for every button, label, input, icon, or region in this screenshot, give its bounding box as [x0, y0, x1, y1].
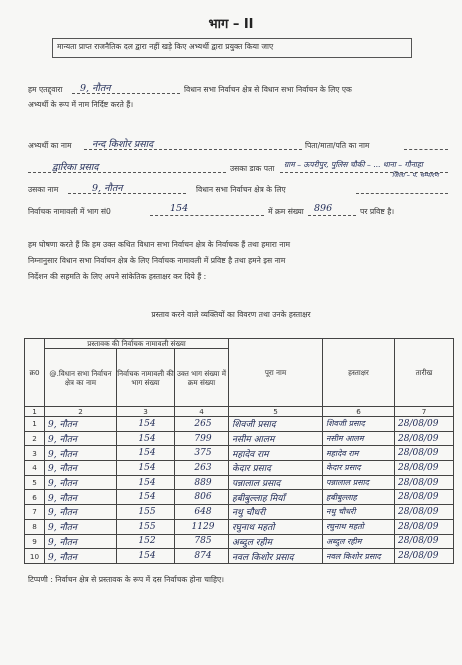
constituency-cell [45, 461, 117, 476]
constituency-cell [45, 431, 117, 446]
constituency-cell-value: 9, नौतन [48, 479, 77, 490]
roll-part-cell [117, 417, 175, 432]
constituency-cell-value: 9, नौतन [48, 435, 77, 446]
serial-cell-value: 1 [32, 419, 37, 429]
enrolment-label: उसका नाम [28, 185, 59, 194]
date-cell [395, 461, 454, 476]
footnote-text: टिप्पणी : निर्वाचन क्षेत्र से प्रस्तावक के रूप में दस निर्वाचक होना चाहिए। [28, 575, 225, 584]
roll-part-cell-value: 155 [138, 521, 156, 532]
column-number: 4 [175, 407, 229, 417]
full-name-cell-value: शिवजी प्रसाद [232, 420, 276, 431]
table-row [25, 549, 454, 564]
date-cell-value: 28/08/09 [398, 477, 439, 488]
date-cell-value: 28/08/09 [398, 492, 439, 503]
date-cell [395, 549, 454, 564]
full-name-cell [229, 534, 323, 549]
constituency-cell-value: 9, नौतन [48, 552, 77, 563]
constituency-header: @.विधान सभा निर्वाचन क्षेत्र का नाम [45, 349, 117, 407]
full-name-cell-value: नथु चौधरी [232, 508, 266, 519]
declaration-line-3: निर्देशन की सहमति के लिए अपने सांकेतिक हस्ताक्षर कर दिये हैं : [28, 272, 207, 281]
date-cell [395, 534, 454, 549]
serial-header: क्र0 [25, 339, 45, 407]
signature-cell [323, 461, 395, 476]
roll-part-cell-value: 154 [138, 448, 156, 459]
serial-cell-value: 3 [32, 448, 37, 458]
table-row [25, 505, 454, 520]
roll-part-cell [117, 490, 175, 505]
enrolment-tail-line [356, 193, 448, 194]
roll-group-header: प्रस्तावक की निर्वाचक नामावली संख्या [45, 339, 229, 349]
roll-serial-cell [175, 534, 229, 549]
table-row [25, 475, 454, 490]
signature-cell-value: नथु चौधरी [326, 507, 356, 517]
roll-serial-cell [175, 475, 229, 490]
roll-part-line [150, 215, 264, 216]
candidate-name-label: अभ्यर्थी का नाम [28, 141, 72, 150]
roll-part-cell [117, 446, 175, 461]
roll-part-cell [117, 505, 175, 520]
date-cell-value: 28/08/09 [398, 448, 439, 459]
serial-cell [25, 549, 45, 564]
intro-constituency: 9, नौतन [80, 83, 111, 94]
roll-part-value: 154 [170, 203, 189, 214]
roll-suffix: पर प्रविष्ट है। [360, 207, 395, 216]
address-continued: जिला – प. चम्पारण [392, 171, 439, 179]
constituency-cell [45, 490, 117, 505]
full-name-cell-value: अब्दुल रहीम [232, 537, 272, 548]
parent-name-line [404, 149, 448, 150]
constituency-cell-value: 9, नौतन [48, 493, 77, 504]
column-number: 6 [323, 407, 395, 417]
column-number: 7 [395, 407, 454, 417]
column-number: 1 [25, 407, 45, 417]
roll-part-cell [117, 475, 175, 490]
roll-serial-cell [175, 490, 229, 505]
date-cell-value: 28/08/09 [398, 521, 439, 532]
roll-serial-line [308, 215, 356, 216]
instruction-banner [52, 38, 412, 58]
serial-cell [25, 446, 45, 461]
full-name-cell-value: पन्नालाल प्रसाद [232, 479, 281, 490]
declaration-line-1: हम घोषणा करते हैं कि हम उक्त कथित विधान सभा निर्वाचन क्षेत्र के निर्वाचक हैं तथा हमारा नाम [28, 240, 291, 249]
parent-value-line [28, 172, 226, 173]
roll-part-cell [117, 519, 175, 534]
constituency-cell [45, 417, 117, 432]
full-name-cell [229, 431, 323, 446]
roll-serial-cell-value: 806 [194, 492, 212, 503]
signature-cell-value: महादेव राम [326, 448, 359, 458]
signature-cell [323, 505, 395, 520]
date-cell-value: 28/08/09 [398, 418, 439, 429]
roll-serial-cell [175, 549, 229, 564]
constituency-cell [45, 519, 117, 534]
constituency-cell-value: 9, नौतन [48, 508, 77, 519]
declaration-line-2: निम्नानुसार विधान सभा निर्वाचन क्षेत्र के लिए निर्वाचक नामावली में प्रविष्ट है तथा हमने इस नाम [28, 256, 286, 265]
signature-header: हस्ताक्षर [323, 339, 395, 407]
serial-cell [25, 505, 45, 520]
serial-cell-value: 8 [32, 522, 37, 532]
roll-serial-cell [175, 417, 229, 432]
serial-cell-value: 9 [32, 536, 37, 546]
roll-part-cell [117, 549, 175, 564]
constituency-cell-value: 9, नौतन [48, 420, 77, 431]
full-name-cell [229, 461, 323, 476]
signature-cell-value: नवल किशोर प्रसाद [326, 551, 381, 561]
roll-serial-cell-value: 785 [194, 536, 212, 547]
constituency-cell-value: 9, नौतन [48, 537, 77, 548]
table-row [25, 534, 454, 549]
serial-cell-value: 6 [32, 492, 37, 502]
roll-part-cell-value: 154 [138, 433, 156, 444]
roll-serial-value: 896 [314, 203, 333, 214]
serial-cell [25, 519, 45, 534]
column-number: 2 [45, 407, 117, 417]
intro-constituency-line [72, 93, 180, 94]
serial-cell-value: 4 [32, 463, 37, 473]
enrolment-constituency-line [68, 193, 186, 194]
signature-cell-value: शिवजी प्रसाद [326, 419, 365, 429]
serial-cell [25, 490, 45, 505]
roll-serial-cell-value: 799 [194, 433, 212, 444]
roll-part-cell-value: 154 [138, 418, 156, 429]
constituency-cell-value: 9, नौतन [48, 464, 77, 475]
roll-part-cell-value: 154 [138, 492, 156, 503]
date-cell [395, 505, 454, 520]
signature-cell-value: रघुनाथ महतो [326, 522, 364, 532]
roll-serial-cell-value: 1129 [191, 521, 215, 532]
roll-part-cell-value: 154 [138, 462, 156, 473]
roll-serial-cell [175, 519, 229, 534]
roll-serial-cell-value: 375 [194, 448, 212, 459]
constituency-cell [45, 475, 117, 490]
date-cell [395, 519, 454, 534]
column-number: 3 [117, 407, 175, 417]
serial-cell-value: 5 [32, 478, 37, 488]
serial-cell [25, 431, 45, 446]
table-title: प्रस्ताव करने वाले व्यक्तियों का विवरण तथा उनके हस्ताक्षर [151, 310, 311, 319]
serial-cell-value: 7 [32, 507, 37, 517]
full-name-cell-value: महादेव राम [232, 449, 269, 460]
date-cell-value: 28/08/09 [398, 536, 439, 547]
roll-serial-cell [175, 446, 229, 461]
table-row [25, 446, 454, 461]
column-number: 5 [229, 407, 323, 417]
table-row [25, 490, 454, 505]
full-name-cell [229, 549, 323, 564]
signature-cell [323, 519, 395, 534]
constituency-cell-value: 9, नौतन [48, 523, 77, 534]
constituency-cell [45, 549, 117, 564]
signature-cell-value: पन्नालाल प्रसाद [326, 478, 369, 488]
date-cell [395, 446, 454, 461]
signature-cell-value: केदार प्रसाद [326, 463, 361, 473]
full-name-header: पूरा नाम [229, 339, 323, 407]
roll-serial-cell-value: 889 [194, 477, 212, 488]
roll-serial-cell-value: 265 [194, 418, 212, 429]
enrolment-suffix: विधान सभा निर्वाचन क्षेत्र के लिए [196, 185, 286, 194]
signature-cell [323, 549, 395, 564]
full-name-cell-value: रघुनाथ महतो [232, 523, 275, 534]
page-title: भाग – II [208, 17, 254, 32]
table-row [25, 417, 454, 432]
full-name-cell-value: नवल किशोर प्रसाद [232, 552, 294, 563]
roll-serial-cell [175, 461, 229, 476]
address-value: ग्राम – ऊपरीपुर, पुलिस चौकी – ... थाना – गौनाहा [284, 160, 423, 169]
roll-part-cell [117, 461, 175, 476]
roll-serial-cell [175, 431, 229, 446]
date-cell-value: 28/08/09 [398, 506, 439, 517]
instruction-banner-text: मान्यता प्राप्त राजनैतिक दल द्वारा नहीं खड़े किए अभ्यर्थी द्वारा प्रयुक्त किया जाए [57, 42, 274, 51]
serial-cell [25, 461, 45, 476]
signature-cell-value: नसीम आलम [326, 434, 364, 444]
enrolment-constituency: 9, नौतन [92, 183, 123, 194]
constituency-cell-value: 9, नौतन [48, 449, 77, 460]
roll-serial-cell-value: 263 [194, 462, 212, 473]
constituency-cell [45, 446, 117, 461]
roll-serial-header: उक्त भाग संख्या में क्रम संख्या [175, 349, 229, 407]
roll-serial-cell-value: 648 [194, 506, 212, 517]
full-name-cell-value: केदार प्रसाद [232, 464, 271, 475]
date-header: तारीख [395, 339, 454, 407]
roll-part-cell-value: 154 [138, 477, 156, 488]
roll-part-cell [117, 431, 175, 446]
full-name-cell [229, 446, 323, 461]
signature-cell [323, 490, 395, 505]
date-cell-value: 28/08/09 [398, 462, 439, 473]
proposers-table [24, 338, 454, 564]
full-name-cell [229, 505, 323, 520]
roll-serial-label: में क्रम संख्या [268, 207, 304, 216]
signature-cell [323, 475, 395, 490]
roll-part-header: निर्वाचक नामावली की भाग संख्या [117, 349, 175, 407]
serial-cell [25, 534, 45, 549]
column-number-row [25, 407, 454, 417]
signature-cell [323, 534, 395, 549]
serial-cell [25, 417, 45, 432]
full-name-cell [229, 490, 323, 505]
date-cell [395, 475, 454, 490]
table-row [25, 431, 454, 446]
roll-part-label: निर्वाचक नामावली में भाग सं0 [28, 207, 111, 216]
signature-cell-value: अब्दुल रहीम [326, 536, 362, 546]
intro-line2: अभ्यर्थी के रूप में नाम निर्दिष्ट करते हैं। [28, 100, 134, 109]
serial-cell-value: 10 [29, 551, 40, 561]
intro-prefix: हम एतद्द्वारा [28, 85, 63, 94]
signature-cell [323, 446, 395, 461]
signature-cell-value: हबीबुल्लाह [326, 492, 357, 502]
constituency-cell [45, 534, 117, 549]
address-label: उसका डाक पता [230, 164, 275, 173]
table-row [25, 519, 454, 534]
date-cell-value: 28/08/09 [398, 433, 439, 444]
roll-part-cell-value: 154 [138, 551, 156, 562]
signature-cell [323, 431, 395, 446]
date-cell-value: 28/08/09 [398, 551, 439, 562]
signature-cell [323, 417, 395, 432]
candidate-name-value: नन्द किशोर प्रसाद [92, 139, 154, 150]
date-cell [395, 431, 454, 446]
footnote [28, 575, 224, 585]
intro-middle: विधान सभा निर्वाचन क्षेत्र से विधान सभा निर्वाचन के लिए एक [184, 85, 352, 94]
roll-serial-cell [175, 505, 229, 520]
roll-part-cell-value: 155 [138, 506, 156, 517]
parent-name-label: पिता/माता/पति का नाम [305, 141, 370, 150]
full-name-cell-value: नसीम आलम [232, 435, 275, 446]
roll-part-cell [117, 534, 175, 549]
constituency-cell [45, 505, 117, 520]
full-name-cell-value: हबीबुल्लाह मियाँ [232, 493, 285, 504]
date-cell [395, 490, 454, 505]
candidate-name-line [84, 149, 302, 150]
full-name-cell [229, 475, 323, 490]
full-name-cell [229, 417, 323, 432]
roll-part-cell-value: 152 [138, 536, 156, 547]
roll-serial-cell-value: 874 [194, 551, 212, 562]
full-name-cell [229, 519, 323, 534]
serial-cell [25, 475, 45, 490]
parent-name-value: द्वारिका प्रसाद [52, 162, 99, 173]
table-row [25, 461, 454, 476]
date-cell [395, 417, 454, 432]
serial-cell-value: 2 [32, 434, 37, 444]
